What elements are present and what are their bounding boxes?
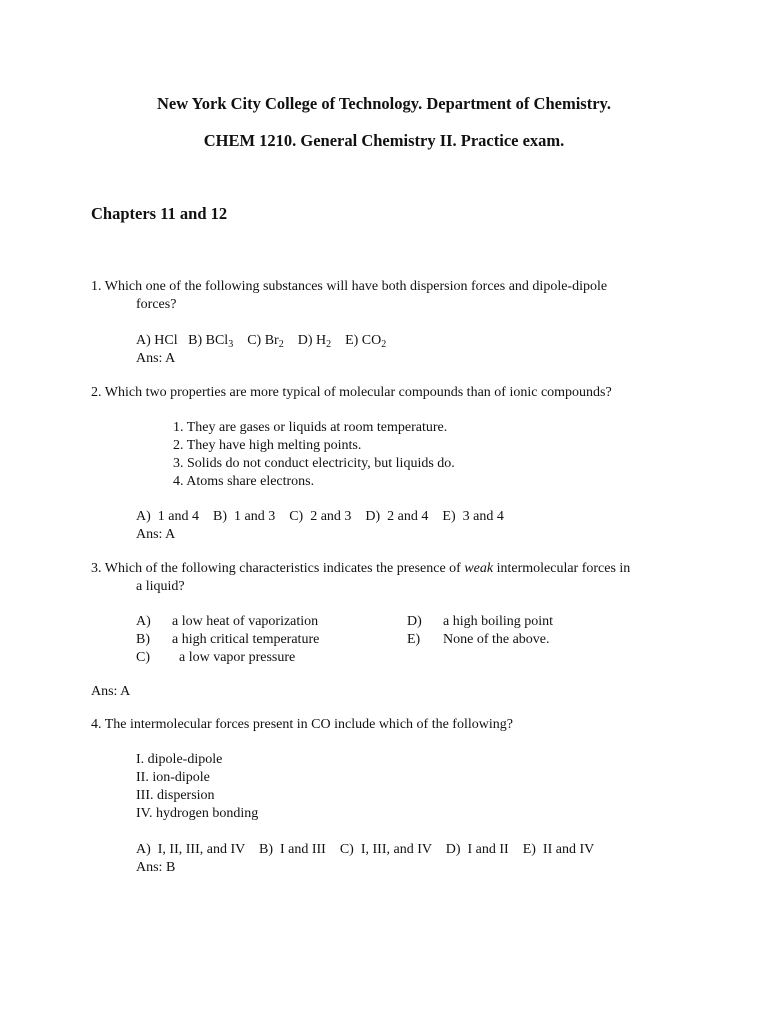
chapters-heading: Chapters 11 and 12: [91, 204, 228, 223]
question-1-text-cont: forces?: [136, 297, 177, 312]
question-1-answer: Ans: A: [136, 351, 176, 366]
question-1-text: 1. Which one of the following substances will have both dispersion forces and dipole-dipole: [91, 279, 608, 294]
question-4-choices: A) I, II, III, and IV B) I and III C) I, III, and IV D) I and II E) II and IV: [136, 842, 595, 857]
choice-e: E) $CO_2$: [345, 333, 387, 350]
option-a: A) a low heat of vaporization: [136, 614, 319, 629]
question-4-item: III. dispersion: [136, 788, 215, 803]
question-4-answer: Ans: B: [136, 860, 176, 875]
question-2-item: 1. They are gases or liquids at room temperature.: [173, 420, 448, 435]
emphasis-weak: weak: [464, 561, 494, 576]
document-title: New York City College of Technology. Department of Chemistry.: [156, 94, 611, 113]
question-3-answer: Ans: A: [91, 684, 131, 699]
choice-c: C) $Br_2$: [247, 333, 284, 350]
course-title: CHEM 1210. General Chemistry II. Practice exam.: [203, 131, 565, 150]
question-3-text: 3. Which of the following characteristics indicates the presence of weak intermolecular forces in: [91, 561, 631, 576]
question-3-text-cont: a liquid?: [136, 579, 185, 594]
question-4-item: II. ion-dipole: [136, 770, 210, 785]
question-4-item: IV. hydrogen bonding: [136, 806, 259, 821]
question-4-item: I. dipole-dipole: [136, 752, 223, 767]
choice-d: D) $H_2$: [297, 333, 332, 350]
question-2-text: 2. Which two properties are more typical of molecular compounds than of ionic compounds?: [91, 385, 612, 400]
question-2-choices: A) 1 and 4 B) 1 and 3 C) 2 and 3 D) 2 and 4 E) 3 and 4: [136, 509, 504, 524]
option-e: E) None of the above.: [407, 632, 550, 647]
choice-a: A) HCl: [136, 333, 178, 348]
question-2-item: 2. They have high melting points.: [173, 438, 362, 453]
question-2-item: 3. Solids do not conduct electricity, but liquids do.: [173, 456, 455, 471]
question-4-text: 4. The intermolecular forces present in CO include which of the following?: [91, 717, 513, 732]
option-b: B) a high critical temperature: [136, 632, 320, 647]
question-2-item: 4. Atoms share electrons.: [173, 474, 315, 489]
option-d: D) a high boiling point: [407, 614, 554, 629]
option-c: C) a low vapor pressure: [136, 650, 296, 665]
question-1-choices: [136, 332, 386, 350]
choice-b: B) BCl$_3$: [188, 333, 234, 350]
question-2-answer: Ans: A: [136, 527, 176, 542]
